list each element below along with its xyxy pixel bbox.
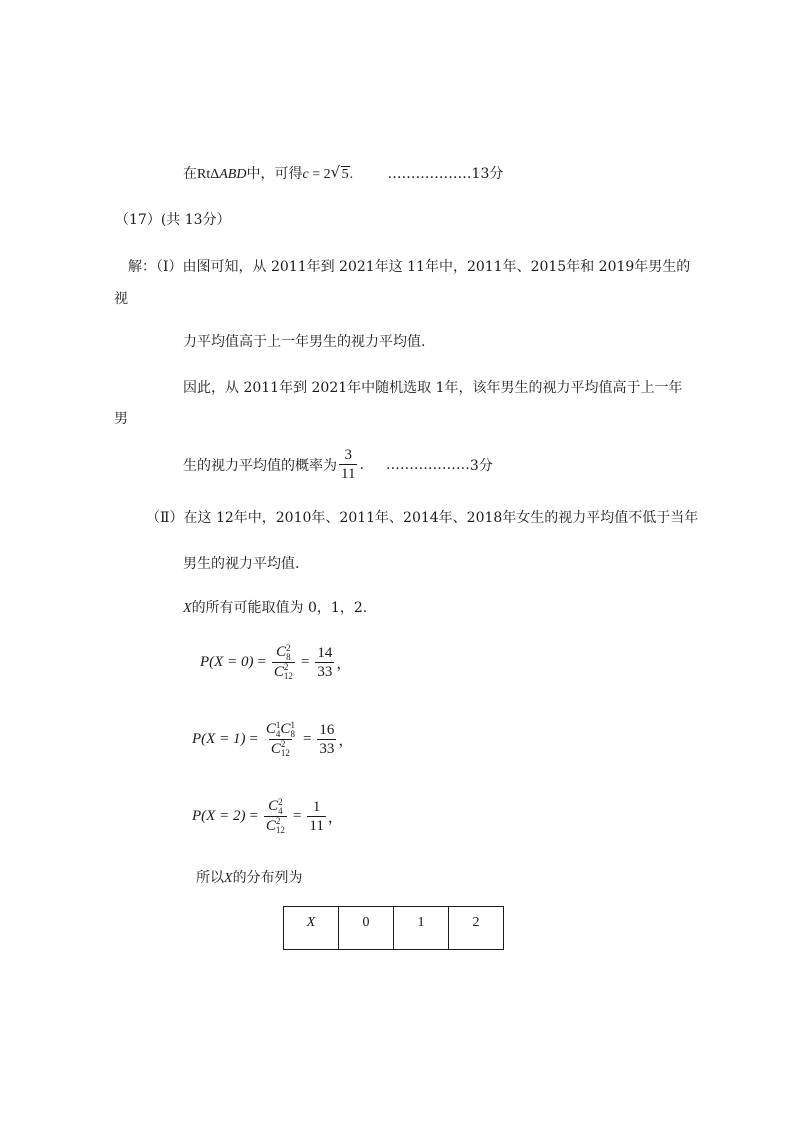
formula-lhs: P(X = 2) bbox=[192, 807, 246, 824]
text-mid: 中，可得 bbox=[246, 166, 303, 182]
distribution-intro bbox=[196, 868, 303, 889]
comb-sub: 8 bbox=[286, 651, 291, 662]
comb-sup: 2 bbox=[280, 739, 286, 750]
fraction-numerator: 3 bbox=[344, 447, 352, 463]
var-c: c bbox=[302, 167, 309, 182]
comb-denominator bbox=[269, 739, 292, 759]
part2-line-a: （Ⅱ）在这 12年中，2010年、2011年、2014年、2018年女生的视力平均值不低于当年 bbox=[146, 510, 699, 526]
equals-sign: = bbox=[249, 730, 258, 747]
equals-sign: = bbox=[292, 807, 302, 824]
result-denominator: 11 bbox=[309, 817, 324, 834]
text-rt: Rt bbox=[197, 167, 211, 182]
formula-tail: ， bbox=[336, 655, 352, 672]
comb-denominator bbox=[264, 816, 287, 836]
comb-symbol: C bbox=[268, 798, 279, 814]
result-denominator: 33 bbox=[317, 663, 333, 680]
comb-sup: 1 bbox=[290, 719, 295, 730]
sqrt-expression bbox=[331, 164, 350, 185]
comb-numerator bbox=[274, 643, 293, 662]
formula-tail: ， bbox=[327, 809, 343, 826]
probability-fraction bbox=[339, 446, 357, 483]
result-fraction bbox=[307, 798, 325, 835]
q17-header: （17）(共 13分） bbox=[115, 212, 231, 228]
result-numerator: 14 bbox=[317, 644, 333, 661]
comb-sup: 2 bbox=[286, 642, 291, 653]
comb-sup: 2 bbox=[278, 796, 283, 807]
comb-numerator bbox=[266, 797, 285, 816]
comb-symbol: C bbox=[273, 663, 284, 680]
comb-symbol: C bbox=[276, 644, 287, 660]
var-x: X bbox=[224, 871, 233, 886]
table-row bbox=[284, 907, 504, 950]
table-cell: 1 bbox=[394, 907, 449, 950]
table-cell: 0 bbox=[339, 907, 394, 950]
part2-line-c bbox=[183, 598, 367, 619]
dist-suffix: 的分布列为 bbox=[232, 870, 303, 886]
comb-fraction bbox=[272, 643, 295, 681]
comb-sub: 8 bbox=[290, 728, 295, 739]
comb-sup: 1 bbox=[275, 719, 281, 730]
equals-sign: = bbox=[249, 807, 258, 824]
text-eq: = 2 bbox=[308, 167, 331, 182]
comb-fraction bbox=[264, 797, 287, 835]
comb-symbol: C bbox=[265, 817, 276, 834]
comb-sub: 12 bbox=[275, 825, 285, 836]
part1-line-a-wrap: 视 bbox=[114, 291, 128, 307]
part1-line-a: 解：（Ⅰ）由图可知，从 2011年到 2021年这 11年中，2011年、2015年和 2019年男生的 bbox=[128, 259, 691, 275]
table-cell: 2 bbox=[449, 907, 504, 950]
score-13: 13分 bbox=[471, 166, 504, 182]
dots-leader: ……………… bbox=[387, 166, 472, 182]
formula-lhs: P(X = 1) bbox=[192, 730, 246, 747]
part1-line-c-wrap: 男 bbox=[114, 411, 128, 427]
part1-line-d bbox=[183, 446, 493, 483]
probability-text: 生的视力平均值的概率为 bbox=[183, 457, 337, 474]
score-3: 3分 bbox=[469, 457, 493, 474]
comb-denominator bbox=[272, 662, 295, 682]
comb-fraction bbox=[264, 720, 297, 758]
formula-p0 bbox=[200, 643, 351, 681]
comb-symbol: C bbox=[280, 721, 291, 737]
comb-sup: 2 bbox=[283, 662, 289, 673]
formula-tail: ， bbox=[338, 732, 354, 749]
sqrt-radicand: 5 bbox=[341, 167, 349, 182]
comb-sup: 2 bbox=[275, 816, 281, 827]
line-rt-abd bbox=[183, 164, 503, 185]
table-cell-x: X bbox=[284, 907, 339, 950]
part1-line-c: 因此，从 2011年到 2021年中随机选取 1年，该年男生的视力平均值高于上一年 bbox=[183, 380, 683, 396]
values-text: 的所有可能取值为 0，1，2. bbox=[191, 600, 368, 616]
var-x: X bbox=[183, 601, 192, 616]
result-fraction bbox=[317, 721, 336, 758]
formula-p2 bbox=[192, 797, 343, 835]
text-prefix: 在 bbox=[183, 166, 197, 182]
dist-prefix: 所以 bbox=[196, 870, 224, 886]
result-numerator: 1 bbox=[312, 798, 321, 815]
text-abd: ABD bbox=[219, 167, 247, 182]
comb-sub: 12 bbox=[283, 671, 293, 682]
dots-leader: ……………… bbox=[385, 456, 470, 473]
fraction-denominator: 11 bbox=[341, 466, 356, 482]
comb-symbol: C bbox=[265, 721, 276, 737]
text-period: . bbox=[349, 167, 354, 182]
radical-icon: √ bbox=[330, 163, 341, 181]
comb-sub: 4 bbox=[278, 805, 283, 816]
comb-sub: 12 bbox=[280, 748, 290, 759]
equals-sign: = bbox=[302, 730, 312, 747]
equals-sign: = bbox=[300, 653, 310, 670]
part2-line-b: 男生的视力平均值. bbox=[183, 556, 300, 572]
result-fraction bbox=[315, 644, 334, 681]
result-denominator: 33 bbox=[319, 740, 335, 757]
comb-numerator bbox=[264, 720, 297, 739]
comb-symbol: C bbox=[270, 740, 281, 757]
part1-line-b: 力平均值高于上一年男生的视力平均值. bbox=[183, 334, 426, 350]
result-numerator: 16 bbox=[319, 721, 335, 738]
equals-sign: = bbox=[257, 653, 266, 670]
comb-sub: 4 bbox=[275, 728, 281, 739]
formula-lhs: P(X = 0) bbox=[200, 653, 254, 670]
distribution-table bbox=[283, 906, 504, 950]
text-period: . bbox=[359, 456, 364, 473]
triangle-symbol: Δ bbox=[210, 167, 220, 182]
formula-p1 bbox=[192, 720, 353, 758]
